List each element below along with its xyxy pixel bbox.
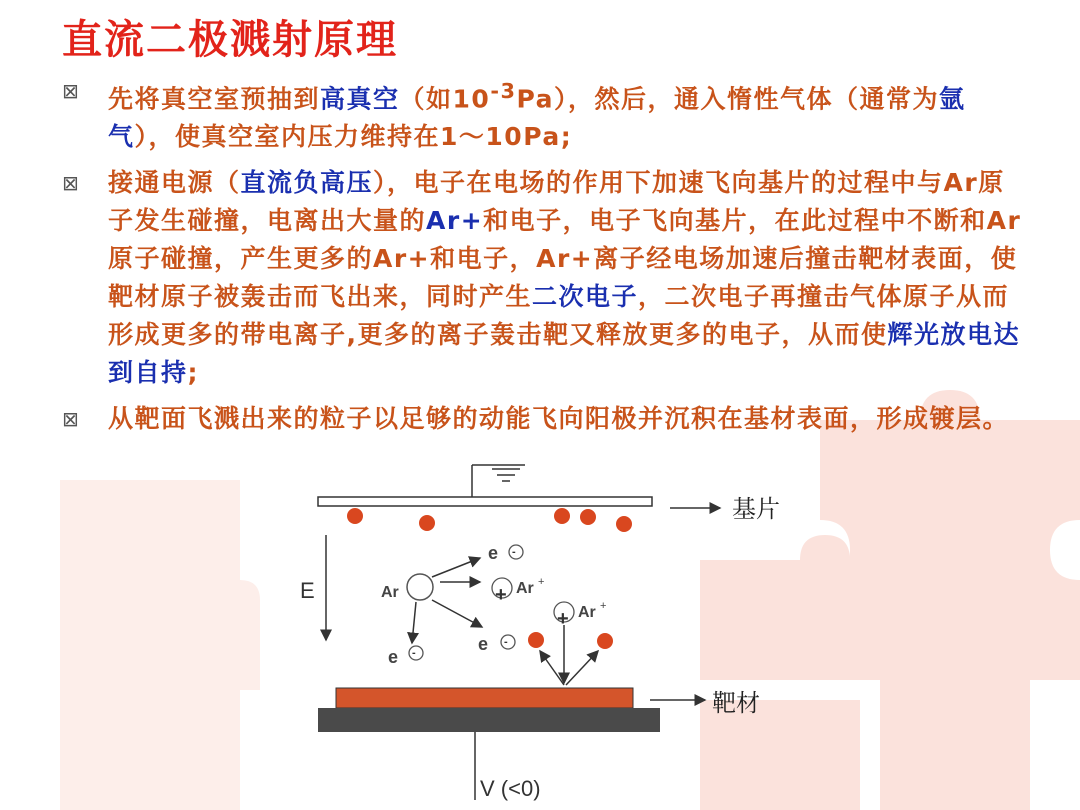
page-title: 直流二极溅射原理 (62, 16, 398, 63)
highlight-segment: Ar+ (426, 206, 484, 236)
bullet-list (60, 72, 1025, 446)
text-segment: ; (187, 358, 200, 388)
minus-sign: - (504, 636, 508, 648)
impact-arrows (540, 625, 598, 685)
cathode-plate (318, 708, 660, 732)
ar-ion-label: Ar (578, 604, 596, 621)
electron-label: e (488, 543, 499, 563)
electron-label: e (388, 647, 399, 667)
text-segment: 和电子，电子飞向基片，在此过程中不断和Ar原子碰撞，产生更多的Ar+和电子，Ar+离子经电场加速后撞击靶材表面，使靶材原子被轰击而飞出来，同时产生 (108, 206, 1022, 312)
minus-sign: - (512, 546, 516, 558)
text-segment: ，二次电子再撞击气体原子从而形成更多的带电离子,更多的离子轰击靶又释放更多的电子，从而使 (108, 282, 1010, 350)
bullet-text (108, 72, 1025, 156)
cross-bullet-icon: ⊠ (62, 79, 79, 103)
bullet-item-deposition (60, 400, 1025, 438)
text-segment: （如10 (399, 84, 491, 114)
ar-ion-superscript: + (538, 576, 545, 588)
bullet-text (108, 400, 1009, 438)
plus-sign: + (495, 584, 507, 606)
substrate-label: 基片 (732, 496, 780, 523)
ar-ion-label: Ar (516, 580, 534, 597)
sputtered-particle (597, 633, 613, 649)
highlight-segment: 二次电子 (532, 282, 639, 312)
sputtered-particle (528, 632, 544, 648)
target-layer (336, 688, 633, 708)
highlight-segment: 直流负高压 (240, 168, 374, 198)
bullet-item-power (60, 164, 1025, 392)
plus-sign: + (557, 608, 569, 630)
bullet-item-vacuum (60, 72, 1025, 156)
text-segment: ），电子在电场的作用下加速飞向基片的过程中与Ar原子发生碰撞，电离出大量的 (108, 168, 1005, 236)
ar-ion-superscript: + (600, 600, 607, 612)
minus-sign: - (412, 647, 416, 659)
text-segment: ），使真空室内压力维持在1～10Pa; (134, 122, 573, 152)
substrate-plate (318, 497, 652, 506)
highlight-segment: 高真空 (320, 84, 400, 114)
ar-atom (407, 574, 433, 600)
field-label: E (300, 578, 315, 603)
target-label: 靶材 (712, 690, 760, 717)
cross-bullet-icon: ⊠ (62, 171, 79, 196)
superscript-segment: -3 (490, 79, 517, 103)
bullet-text (108, 164, 1025, 392)
text-segment: 从靶面飞溅出来的粒子以足够的动能飞向阳极并沉积在基材表面，形成镀层。 (108, 404, 1010, 434)
deposited-particles (347, 508, 632, 532)
ground-icon (472, 465, 525, 497)
highlight-segment: 辉光放电达到自持 (108, 320, 1021, 388)
highlight-segment: 氩气 (108, 84, 966, 152)
text-segment: 接通电源（ (108, 168, 241, 198)
text-segment: 先将真空室预抽到 (108, 84, 321, 114)
voltage-label: V (<0) (480, 776, 541, 801)
ar-atom-label: Ar (381, 584, 399, 601)
sputtering-diagram (280, 455, 780, 805)
cross-bullet-icon: ⊠ (62, 407, 79, 432)
electron-label: e (478, 634, 489, 654)
text-segment: Pa），然后，通入惰性气体（通常为 (516, 84, 939, 114)
